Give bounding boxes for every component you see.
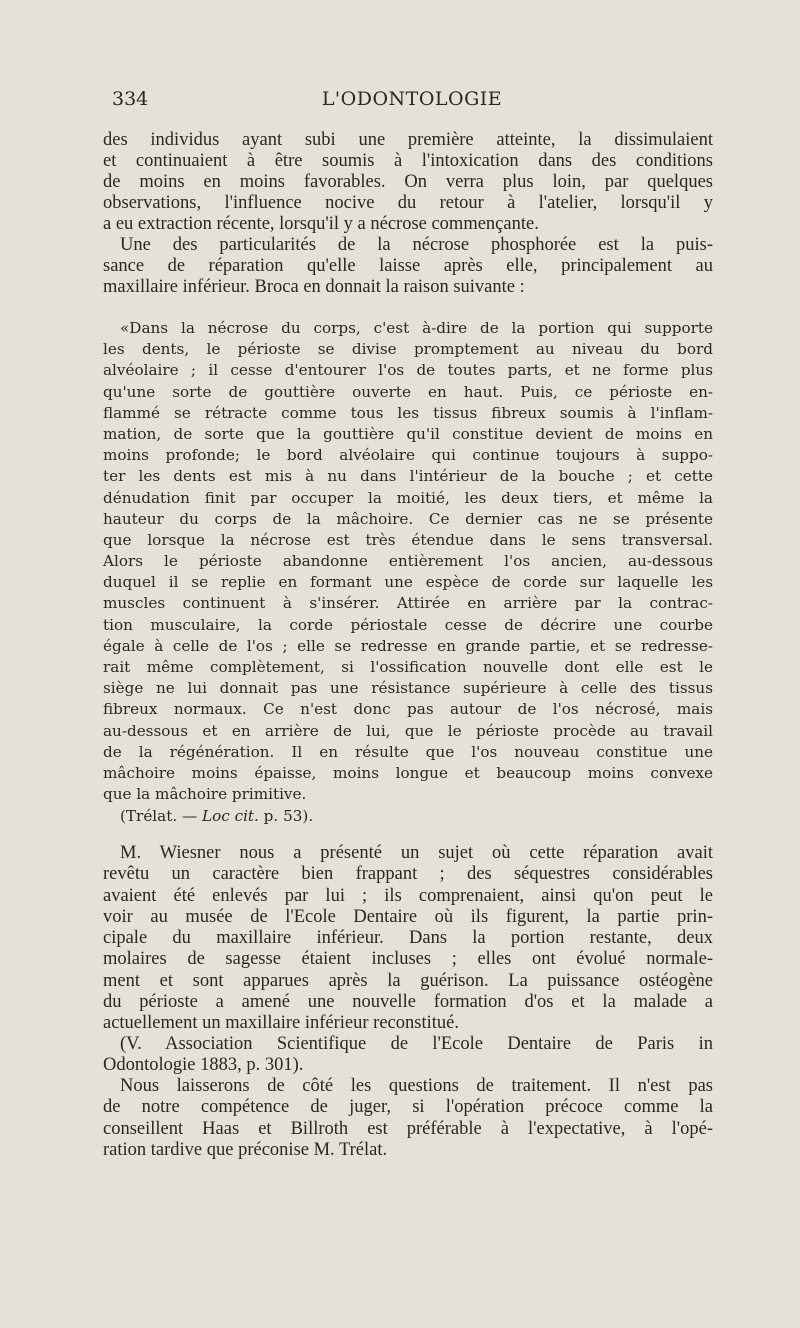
text-line: ment et sont apparues après la guérison. La puissance ostéogène (103, 970, 713, 991)
text-line: observations, l'influence nocive du retour à l'atelier, lorsqu'il y (103, 193, 713, 213)
paragraph-4 (103, 1034, 713, 1077)
quote-line: rait même complètement, si l'ossification nouvelle dont elle est le (103, 658, 713, 676)
text-line: Nous laisserons de côté les questions de traitement. Il n'est pas (120, 1076, 713, 1096)
text-line: (V. Association Scientifique de l'Ecole Dentaire de Paris in (120, 1034, 713, 1054)
quote-line: mation, de sorte que la gouttière qu'il constitue devient de moins en (103, 424, 713, 443)
quote-line: ter les dents est mis à nu dans l'intérieur de la bouche ; et cette (103, 467, 713, 486)
text-line: Odontologie 1883, p. 301). (103, 1055, 304, 1076)
text-line: Une des particularités de la nécrose phosphorée est la puis- (120, 235, 713, 255)
citation-work: Loc cit. (202, 807, 259, 825)
paragraph-5 (103, 1076, 713, 1161)
text-line: de moins en moins favorables. On verra plus loin, par quelques (103, 172, 713, 192)
quote-line: les dents, le périoste se divise promptement au niveau du bord (103, 340, 713, 359)
text-line: cipale du maxillaire inférieur. Dans la portion restante, deux (103, 928, 713, 949)
text-line: du périoste a amené une nouvelle formation d'os et la malade a (103, 992, 713, 1013)
quote-line: de la régénération. Il en résulte que l'os nouveau constitue une (103, 742, 713, 761)
quote-line: au-dessous et en arrière de lui, que le périoste procède au travail (103, 721, 713, 740)
quote-line: moins profonde; le bord alvéolaire qui continue toujours à suppo- (103, 446, 713, 465)
text-line: M. Wiesner nous a présenté un sujet où cette réparation avait (120, 843, 713, 863)
quote-line: flammé se rétracte comme tous les tissus fibreux soumis à l'inflam- (103, 403, 713, 422)
citation-page: p. 53). (258, 807, 314, 825)
page-header (112, 84, 712, 120)
quote-line: muscles continuent à s'insérer. Attirée en arrière par la contrac- (103, 594, 713, 613)
quote-line: que la mâchoire primitive. (103, 785, 307, 804)
quotation (103, 318, 713, 805)
quote-line: tion musculaire, la corde périostale cesse de décrire une courbe (103, 615, 713, 634)
text-line: voir au musée de l'Ecole Dentaire où ils figurent, la partie prin- (103, 906, 713, 927)
paragraph-3 (103, 843, 713, 1035)
citation-author: (Trélat. — (120, 807, 202, 825)
quote-line: qu'une sorte de gouttière ouverte en haut. Puis, ce périoste en- (103, 382, 713, 401)
quote-line: «Dans la nécrose du corps, c'est à-dire de la portion qui supporte (120, 319, 713, 337)
text-line: des individus ayant subi une première atteinte, la dissimulaient (103, 130, 713, 150)
text-line: ration tardive que préconise M. Trélat. (103, 1139, 388, 1160)
citation-line (103, 806, 713, 827)
text-line: et continuaient à être soumis à l'intoxication dans des conditions (103, 151, 713, 171)
quote-line: que lorsque la nécrose est très étendue dans le sens transversal. (103, 530, 713, 549)
quote-line: Alors le périoste abandonne entièrement l'os ancien, au-dessous (103, 552, 713, 571)
quote-line: hauteur du corps de la mâchoire. Ce dernier cas ne se présente (103, 509, 713, 528)
text-line: molaires de sagesse étaient incluses ; elles ont évolué normale- (103, 949, 713, 970)
quote-line: duquel il se replie en formant une espèce de corde sur laquelle les (103, 573, 713, 592)
quote-line: mâchoire moins épaisse, moins longue et beaucoup moins convexe (103, 763, 713, 782)
quotation-citation (103, 806, 713, 827)
quote-line: fibreux normaux. Ce n'est donc pas autour de l'os nécrosé, mais (103, 700, 713, 719)
text-line: maxillaire inférieur. Broca en donnait la raison suivante : (103, 277, 525, 297)
quote-line: alvéolaire ; il cesse d'entourer l'os de toutes parts, et ne forme plus (103, 361, 713, 380)
text-line: sance de réparation qu'elle laisse après elle, principalement au (103, 256, 713, 276)
quote-line: dénudation finit par occuper la moitié, les deux tiers, et même la (103, 488, 713, 507)
text-line: conseillent Haas et Billroth est préférable à l'expectative, à l'opé- (103, 1118, 713, 1139)
text-line: a eu extraction récente, lorsqu'il y a nécrose commençante. (103, 214, 539, 234)
paragraph-1 (103, 130, 713, 235)
text-line: actuellement un maxillaire inférieur reconstitué. (103, 1013, 459, 1034)
text-line: de notre compétence de juger, si l'opération précoce comme la (103, 1097, 713, 1118)
paragraph-2 (103, 235, 713, 298)
text-line: avaient été enlevés par lui ; ils comprenaient, ainsi qu'on peut le (103, 885, 713, 906)
quote-line: siège ne lui donnait pas une résistance supérieure à celle des tissus (103, 679, 713, 698)
quote-line: égale à celle de l'os ; elle se redresse en grande partie, et se redresse- (103, 636, 713, 655)
running-title: L'ODONTOLOGIE (321, 88, 503, 110)
text-line: revêtu un caractère bien frappant ; des séquestres considérables (103, 864, 713, 885)
page-number: 334 (112, 88, 149, 110)
